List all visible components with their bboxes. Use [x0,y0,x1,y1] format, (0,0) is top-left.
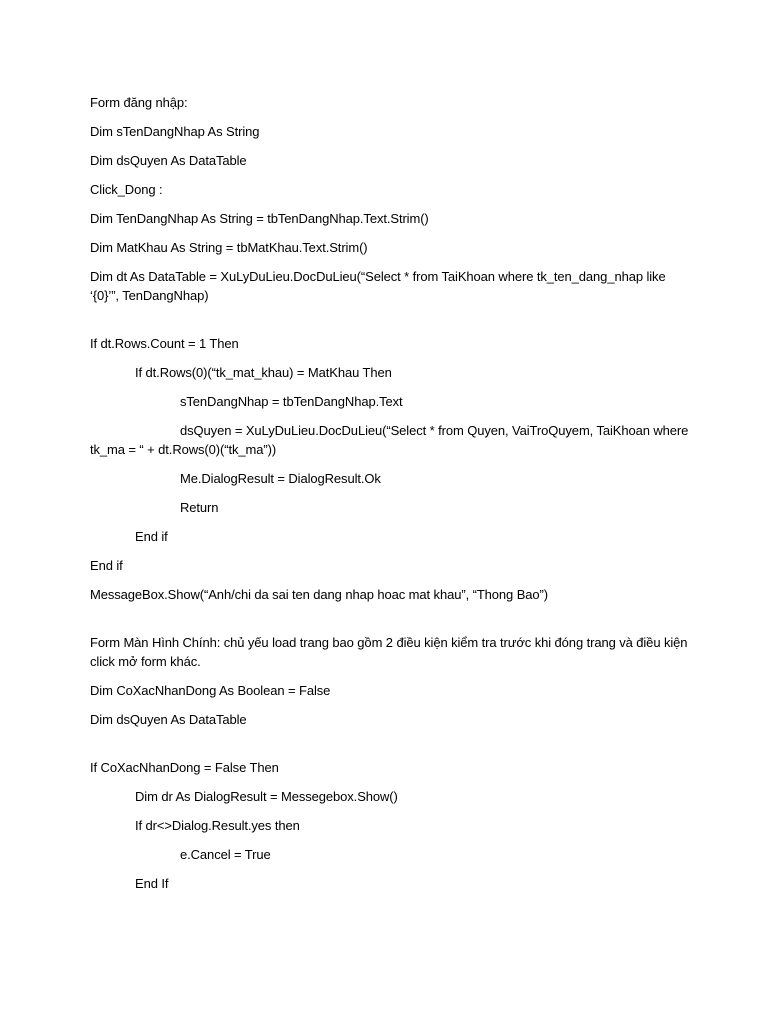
code-line: dsQuyen = XuLyDuLieu.DocDuLieu(“Select * from Quyen, VaiTroQuyem, TaiKhoan where tk_ma = “ + dt.Rows(0)(“tk_ma”)) [90,423,689,457]
code-line: If dt.Rows(0)(“tk_mat_khau) = MatKhau Then [135,365,392,380]
code-line: Dim TenDangNhap As String = tbTenDangNhap.Text.Strim() [90,211,429,226]
document-body [90,93,690,903]
code-line: If CoXacNhanDong = False Then [90,760,279,775]
code-line: If dr<>Dialog.Result.yes then [135,818,300,833]
code-line: Dim CoXacNhanDong As Boolean = False [90,683,331,698]
code-line: Dim dsQuyen As DataTable [90,153,247,168]
blank-line [90,614,690,633]
code-line: sTenDangNhap = tbTenDangNhap.Text [180,394,403,409]
blank-line [90,739,690,758]
code-line: MessageBox.Show(“Anh/chi da sai ten dang nhap hoac mat khau”, “Thong Bao”) [90,587,548,602]
code-line: Dim dr As DialogResult = Messegebox.Show() [135,789,398,804]
code-line: End if [135,529,168,544]
code-line: e.Cancel = True [180,847,271,862]
blank-line [90,315,690,334]
code-line: Dim MatKhau As String = tbMatKhau.Text.Strim() [90,240,368,255]
code-line: End if [90,558,123,573]
code-line: Click_Dong : [90,182,163,197]
section-heading-login-form: Form đăng nhập: [90,95,188,110]
code-line: Dim dsQuyen As DataTable [90,712,247,727]
code-line: Dim dt As DataTable = XuLyDuLieu.DocDuLieu(“Select * from TaiKhoan where tk_ten_dang_nhap like ‘{0}’”, TenDangNhap) [90,269,666,303]
code-line: End If [135,876,169,891]
section-heading-main-form: Form Màn Hình Chính: chủ yếu load trang bao gồm 2 điều kiện kiểm tra trước khi đóng trang và điều kiện click mở form khác. [90,635,688,669]
code-line: If dt.Rows.Count = 1 Then [90,336,239,351]
code-line: Me.DialogResult = DialogResult.Ok [180,471,381,486]
code-line: Dim sTenDangNhap As String [90,124,260,139]
code-line: Return [180,500,219,515]
